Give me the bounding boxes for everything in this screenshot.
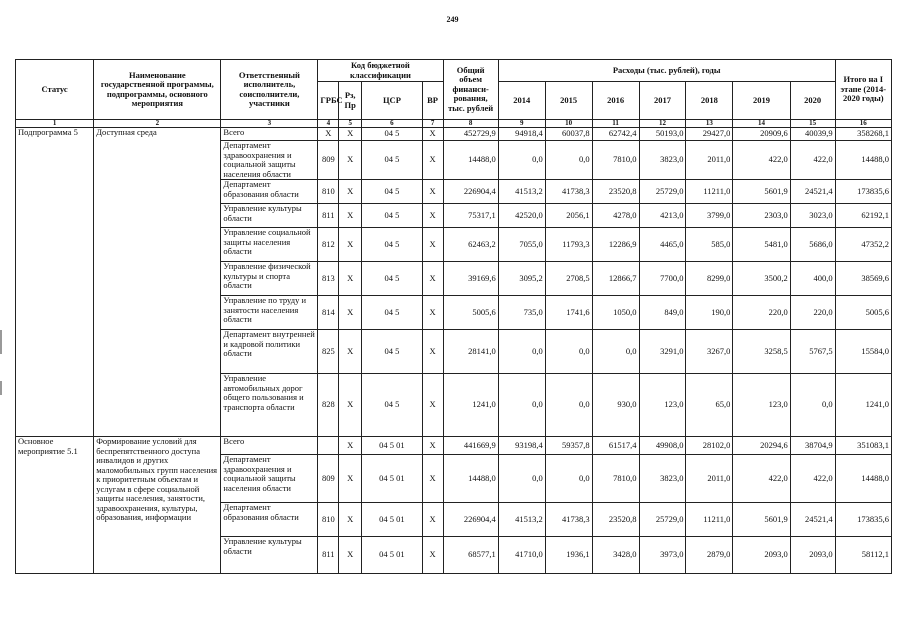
total-cell: 62463,2	[443, 228, 498, 262]
year-2017-cell: 4213,0	[639, 204, 686, 228]
year-2018-cell: 2011,0	[686, 455, 733, 503]
year-2016-cell: 62742,4	[592, 128, 639, 141]
stage-total-cell: 173835,6	[835, 180, 891, 204]
total-cell: 68577,1	[443, 537, 498, 574]
year-2015-cell: 59357,8	[545, 437, 592, 455]
year-2015-cell: 0,0	[545, 455, 592, 503]
csr-cell: 04 5	[362, 296, 422, 330]
header-grbs: ГРБС	[318, 82, 339, 120]
stage-total-cell: 58112,1	[835, 537, 891, 574]
year-2014-cell: 94918,4	[498, 128, 545, 141]
column-number: 6	[362, 120, 422, 128]
table-row	[16, 437, 892, 455]
year-2018-cell: 190,0	[686, 296, 733, 330]
year-2015-cell: 0,0	[545, 141, 592, 180]
executor-cell: Всего	[221, 128, 318, 141]
rzpr-cell: Х	[339, 374, 362, 437]
year-2020-cell: 400,0	[790, 262, 835, 296]
executor-cell: Департамент образования области	[221, 180, 318, 204]
year-2015-cell: 0,0	[545, 330, 592, 374]
year-2020-cell: 2093,0	[790, 537, 835, 574]
column-number: 4	[318, 120, 339, 128]
year-2019-cell: 3258,5	[733, 330, 790, 374]
year-2015-cell: 41738,3	[545, 503, 592, 537]
year-2018-cell: 11211,0	[686, 503, 733, 537]
year-2020-cell: 422,0	[790, 141, 835, 180]
header-expenses: Расходы (тыс. рублей), годы	[498, 60, 835, 82]
grbs-cell: 810	[318, 503, 339, 537]
grbs-cell: 825	[318, 330, 339, 374]
column-number: 2	[94, 120, 221, 128]
csr-cell: 04 5	[362, 180, 422, 204]
csr-cell: 04 5 01	[362, 437, 422, 455]
year-2016-cell: 12866,7	[592, 262, 639, 296]
vr-cell: Х	[422, 204, 443, 228]
vr-cell: Х	[422, 455, 443, 503]
year-2020-cell: 40039,9	[790, 128, 835, 141]
total-cell: 226904,4	[443, 180, 498, 204]
grbs-cell: 811	[318, 204, 339, 228]
rzpr-cell: Х	[339, 128, 362, 141]
executor-cell: Департамент внутренней и кадровой политики области	[221, 330, 318, 374]
stage-total-cell: 351083,1	[835, 437, 891, 455]
executor-cell: Управление социальной защиты населения области	[221, 228, 318, 262]
column-number: 8	[443, 120, 498, 128]
header-year: 2017	[639, 82, 686, 120]
year-2018-cell: 585,0	[686, 228, 733, 262]
column-number: 16	[835, 120, 891, 128]
header-status: Статус	[16, 60, 94, 120]
grbs-cell: 812	[318, 228, 339, 262]
csr-cell: 04 5 01	[362, 537, 422, 574]
total-cell: 5005,6	[443, 296, 498, 330]
scan-edge-mark	[0, 381, 2, 395]
column-number: 15	[790, 120, 835, 128]
table-body	[16, 128, 892, 574]
executor-cell: Управление по труду и занятости населения области	[221, 296, 318, 330]
year-2019-cell: 220,0	[733, 296, 790, 330]
vr-cell: Х	[422, 296, 443, 330]
column-number: 14	[733, 120, 790, 128]
year-2020-cell: 422,0	[790, 455, 835, 503]
year-2019-cell: 3500,2	[733, 262, 790, 296]
stage-total-cell: 5005,6	[835, 296, 891, 330]
year-2015-cell: 60037,8	[545, 128, 592, 141]
year-2017-cell: 3291,0	[639, 330, 686, 374]
year-2017-cell: 123,0	[639, 374, 686, 437]
year-2015-cell: 1936,1	[545, 537, 592, 574]
year-2017-cell: 849,0	[639, 296, 686, 330]
grbs-cell	[318, 437, 339, 455]
year-2014-cell: 7055,0	[498, 228, 545, 262]
csr-cell: 04 5	[362, 141, 422, 180]
year-2014-cell: 93198,4	[498, 437, 545, 455]
budget-table	[15, 59, 892, 574]
year-2016-cell: 0,0	[592, 330, 639, 374]
year-2016-cell: 1050,0	[592, 296, 639, 330]
year-2016-cell: 3428,0	[592, 537, 639, 574]
column-number: 3	[221, 120, 318, 128]
year-2016-cell: 7810,0	[592, 141, 639, 180]
year-2020-cell: 24521,4	[790, 503, 835, 537]
scan-edge-mark	[0, 330, 2, 354]
year-2014-cell: 0,0	[498, 455, 545, 503]
grbs-cell: 828	[318, 374, 339, 437]
year-2019-cell: 5481,0	[733, 228, 790, 262]
year-2016-cell: 4278,0	[592, 204, 639, 228]
year-2016-cell: 23520,8	[592, 180, 639, 204]
csr-cell: 04 5	[362, 128, 422, 141]
header-total-volume: Общий объем финанси-рования, тыс. рублей	[443, 60, 498, 120]
year-2014-cell: 0,0	[498, 374, 545, 437]
stage-total-cell: 47352,2	[835, 228, 891, 262]
page-number: 249	[446, 15, 459, 24]
year-2014-cell: 41710,0	[498, 537, 545, 574]
year-2019-cell: 5601,9	[733, 180, 790, 204]
rzpr-cell: Х	[339, 503, 362, 537]
total-cell: 226904,4	[443, 503, 498, 537]
vr-cell: Х	[422, 330, 443, 374]
status-cell: Подпрограмма 5	[16, 128, 94, 437]
csr-cell: 04 5	[362, 374, 422, 437]
executor-cell: Департамент образования области	[221, 503, 318, 537]
executor-cell: Управление культуры области	[221, 537, 318, 574]
year-2015-cell: 0,0	[545, 374, 592, 437]
year-2020-cell: 5767,5	[790, 330, 835, 374]
year-2017-cell: 49908,0	[639, 437, 686, 455]
vr-cell: Х	[422, 537, 443, 574]
year-2019-cell: 20294,6	[733, 437, 790, 455]
grbs-cell: 811	[318, 537, 339, 574]
total-cell: 39169,6	[443, 262, 498, 296]
year-2015-cell: 2056,1	[545, 204, 592, 228]
year-2016-cell: 930,0	[592, 374, 639, 437]
year-2020-cell: 5686,0	[790, 228, 835, 262]
year-2019-cell: 422,0	[733, 455, 790, 503]
year-2017-cell: 7700,0	[639, 262, 686, 296]
year-2014-cell: 41513,2	[498, 503, 545, 537]
year-2020-cell: 24521,4	[790, 180, 835, 204]
rzpr-cell: Х	[339, 296, 362, 330]
column-number: 11	[592, 120, 639, 128]
year-2017-cell: 3823,0	[639, 141, 686, 180]
vr-cell: Х	[422, 437, 443, 455]
year-2017-cell: 25729,0	[639, 180, 686, 204]
header-year: 2019	[733, 82, 790, 120]
csr-cell: 04 5	[362, 262, 422, 296]
year-2019-cell: 5601,9	[733, 503, 790, 537]
year-2019-cell: 20909,6	[733, 128, 790, 141]
year-2014-cell: 3095,2	[498, 262, 545, 296]
executor-cell: Департамент здравоохранения и социальной защиты населения области	[221, 141, 318, 180]
stage-total-cell: 173835,6	[835, 503, 891, 537]
year-2019-cell: 2093,0	[733, 537, 790, 574]
year-2017-cell: 4465,0	[639, 228, 686, 262]
total-cell: 75317,1	[443, 204, 498, 228]
year-2016-cell: 12286,9	[592, 228, 639, 262]
total-cell: 452729,9	[443, 128, 498, 141]
stage-total-cell: 62192,1	[835, 204, 891, 228]
header-year: 2015	[545, 82, 592, 120]
csr-cell: 04 5 01	[362, 503, 422, 537]
total-cell: 14488,0	[443, 141, 498, 180]
vr-cell: Х	[422, 128, 443, 141]
year-2017-cell: 3973,0	[639, 537, 686, 574]
column-number: 1	[16, 120, 94, 128]
header-responsible: Ответственный исполнитель, соисполнители, участники	[221, 60, 318, 120]
year-2017-cell: 3823,0	[639, 455, 686, 503]
rzpr-cell: Х	[339, 204, 362, 228]
table-row	[16, 128, 892, 141]
program-name-cell: Доступная среда	[94, 128, 221, 437]
header-csr: ЦСР	[362, 82, 422, 120]
year-2018-cell: 65,0	[686, 374, 733, 437]
status-cell: Основное мероприятие 5.1	[16, 437, 94, 574]
grbs-cell: Х	[318, 128, 339, 141]
column-number: 7	[422, 120, 443, 128]
grbs-cell: 809	[318, 455, 339, 503]
header-year: 2014	[498, 82, 545, 120]
header-budget-code: Код бюджетной классификации	[318, 60, 443, 82]
rzpr-cell: Х	[339, 330, 362, 374]
header-program-name: Наименование государственной программы, подпрограммы, основного мероприятия	[94, 60, 221, 120]
year-2014-cell: 42520,0	[498, 204, 545, 228]
year-2016-cell: 61517,4	[592, 437, 639, 455]
stage-total-cell: 15584,0	[835, 330, 891, 374]
year-2015-cell: 1741,6	[545, 296, 592, 330]
rzpr-cell: Х	[339, 455, 362, 503]
header-year: 2018	[686, 82, 733, 120]
vr-cell: Х	[422, 503, 443, 537]
header-rzpr: Рз, Пр	[339, 82, 362, 120]
year-2020-cell: 38704,9	[790, 437, 835, 455]
year-2018-cell: 8299,0	[686, 262, 733, 296]
year-2019-cell: 123,0	[733, 374, 790, 437]
year-2015-cell: 2708,5	[545, 262, 592, 296]
program-name-cell: Формирование условий для беспрепятственного доступа инвалидов и других маломобильных групп населения к приоритетным объектам и услугам в сфере социальной защиты населения, занятости, здравоохранения, культуры, образования, информации	[94, 437, 221, 574]
vr-cell: Х	[422, 180, 443, 204]
stage-total-cell: 38569,6	[835, 262, 891, 296]
vr-cell: Х	[422, 141, 443, 180]
header-year: 2016	[592, 82, 639, 120]
csr-cell: 04 5	[362, 330, 422, 374]
year-2016-cell: 7810,0	[592, 455, 639, 503]
year-2017-cell: 50193,0	[639, 128, 686, 141]
year-2014-cell: 0,0	[498, 141, 545, 180]
grbs-cell: 813	[318, 262, 339, 296]
stage-total-cell: 1241,0	[835, 374, 891, 437]
year-2014-cell: 735,0	[498, 296, 545, 330]
header-row	[16, 60, 892, 82]
rzpr-cell: Х	[339, 141, 362, 180]
grbs-cell: 810	[318, 180, 339, 204]
rzpr-cell: Х	[339, 228, 362, 262]
year-2016-cell: 23520,8	[592, 503, 639, 537]
total-cell: 28141,0	[443, 330, 498, 374]
year-2018-cell: 2011,0	[686, 141, 733, 180]
year-2018-cell: 28102,0	[686, 437, 733, 455]
year-2019-cell: 2303,0	[733, 204, 790, 228]
executor-cell: Департамент здравоохранения и социальной защиты населения области	[221, 455, 318, 503]
grbs-cell: 809	[318, 141, 339, 180]
year-2018-cell: 3799,0	[686, 204, 733, 228]
csr-cell: 04 5	[362, 228, 422, 262]
year-2019-cell: 422,0	[733, 141, 790, 180]
year-2020-cell: 3023,0	[790, 204, 835, 228]
column-number: 13	[686, 120, 733, 128]
rzpr-cell: Х	[339, 537, 362, 574]
stage-total-cell: 358268,1	[835, 128, 891, 141]
year-2015-cell: 11793,3	[545, 228, 592, 262]
year-2020-cell: 0,0	[790, 374, 835, 437]
vr-cell: Х	[422, 228, 443, 262]
vr-cell: Х	[422, 374, 443, 437]
year-2018-cell: 29427,0	[686, 128, 733, 141]
year-2018-cell: 3267,0	[686, 330, 733, 374]
executor-cell: Управление культуры области	[221, 204, 318, 228]
year-2020-cell: 220,0	[790, 296, 835, 330]
csr-cell: 04 5 01	[362, 455, 422, 503]
header-year: 2020	[790, 82, 835, 120]
column-number: 9	[498, 120, 545, 128]
year-2018-cell: 11211,0	[686, 180, 733, 204]
year-2017-cell: 25729,0	[639, 503, 686, 537]
executor-cell: Управление физической культуры и спорта области	[221, 262, 318, 296]
rzpr-cell: Х	[339, 437, 362, 455]
year-2014-cell: 0,0	[498, 330, 545, 374]
header-vr: ВР	[422, 82, 443, 120]
grbs-cell: 814	[318, 296, 339, 330]
column-number: 12	[639, 120, 686, 128]
rzpr-cell: Х	[339, 180, 362, 204]
year-2018-cell: 2879,0	[686, 537, 733, 574]
year-2015-cell: 41738,3	[545, 180, 592, 204]
year-2014-cell: 41513,2	[498, 180, 545, 204]
header-stage-total: Итого на I этапе (2014-2020 годы)	[835, 60, 891, 120]
stage-total-cell: 14488,0	[835, 455, 891, 503]
vr-cell: Х	[422, 262, 443, 296]
csr-cell: 04 5	[362, 204, 422, 228]
executor-cell: Управление автомобильных дорог общего пользования и транспорта области	[221, 374, 318, 437]
total-cell: 14488,0	[443, 455, 498, 503]
stage-total-cell: 14488,0	[835, 141, 891, 180]
executor-cell: Всего	[221, 437, 318, 455]
total-cell: 1241,0	[443, 374, 498, 437]
column-number: 10	[545, 120, 592, 128]
column-number: 5	[339, 120, 362, 128]
total-cell: 441669,9	[443, 437, 498, 455]
rzpr-cell: Х	[339, 262, 362, 296]
